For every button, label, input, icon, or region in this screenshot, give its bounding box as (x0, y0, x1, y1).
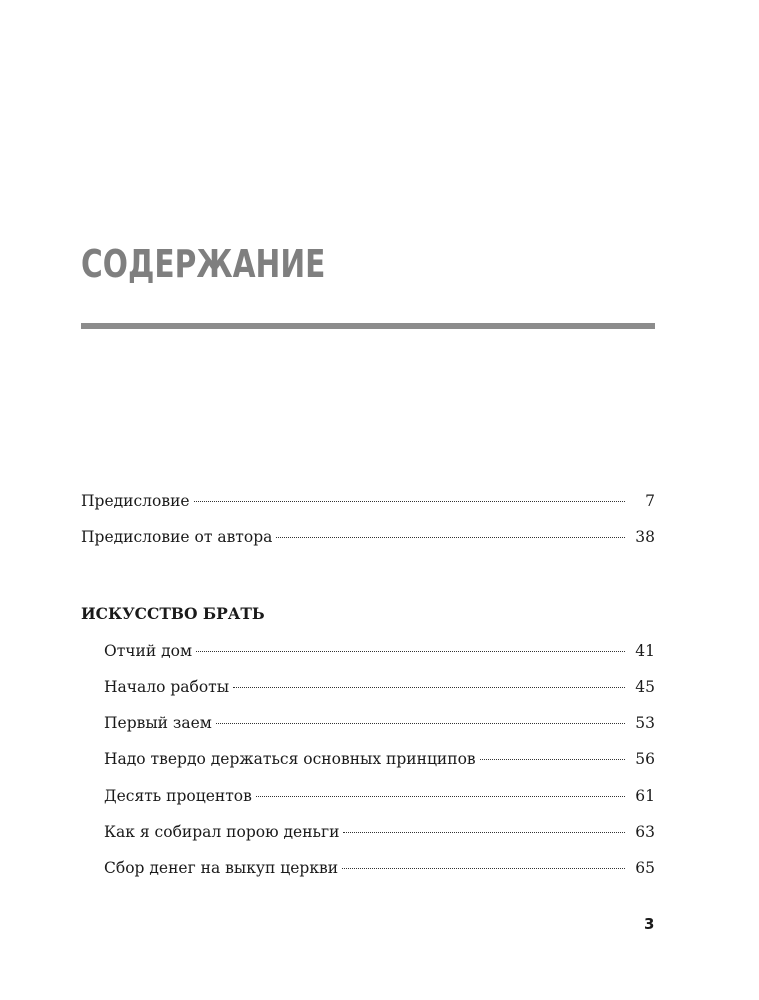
toc-leader-dots (342, 868, 625, 869)
toc-leader-dots (480, 759, 625, 760)
toc-entry[interactable] (81, 527, 655, 547)
toc-leader-dots (196, 651, 625, 652)
toc-entry-page: 7 (645, 492, 655, 510)
title-rule (81, 323, 655, 329)
toc-entry-label: Как я собирал порою деньги (104, 823, 340, 841)
toc-entry-label: Десять процентов (104, 787, 252, 805)
toc-entry[interactable] (81, 491, 655, 511)
toc-entry[interactable] (104, 858, 655, 878)
page-number: 3 (644, 915, 655, 933)
toc-leader-dots (194, 501, 625, 502)
toc-entry[interactable] (104, 677, 655, 697)
toc-leader-dots (276, 537, 625, 538)
toc-entry-label: Предисловие от автора (81, 528, 273, 546)
toc-entry-label: Сбор денег на выкуп церкви (104, 859, 339, 877)
page-title: СОДЕРЖАНИЕ (81, 242, 326, 286)
toc-entry-label: Начало работы (104, 678, 230, 696)
toc-entry-page: 45 (635, 678, 655, 696)
toc-entry-page: 63 (635, 823, 655, 841)
toc-entry[interactable] (104, 786, 655, 806)
toc-leader-dots (343, 832, 625, 833)
toc-entry-page: 65 (635, 859, 655, 877)
toc-leader-dots (233, 687, 625, 688)
toc-entry-label: Отчий дом (104, 642, 193, 660)
toc-leader-dots (216, 723, 625, 724)
toc-entry-page: 38 (635, 528, 655, 546)
toc-entry-page: 41 (635, 642, 655, 660)
toc-entry-label: Предисловие (81, 492, 190, 510)
toc-entry-page: 61 (635, 787, 655, 805)
section-title: ИСКУССТВО БРАТЬ (81, 604, 265, 623)
toc-entry[interactable] (104, 749, 655, 769)
toc-entry[interactable] (104, 713, 655, 733)
toc-entry-label: Первый заем (104, 714, 212, 732)
toc-entry-page: 53 (635, 714, 655, 732)
toc-entry[interactable] (104, 641, 655, 661)
toc-entry-label: Надо твердо держаться основных принципов (104, 750, 476, 768)
toc-entry-page: 56 (635, 750, 655, 768)
toc-leader-dots (256, 796, 625, 797)
toc-entry[interactable] (104, 822, 655, 842)
